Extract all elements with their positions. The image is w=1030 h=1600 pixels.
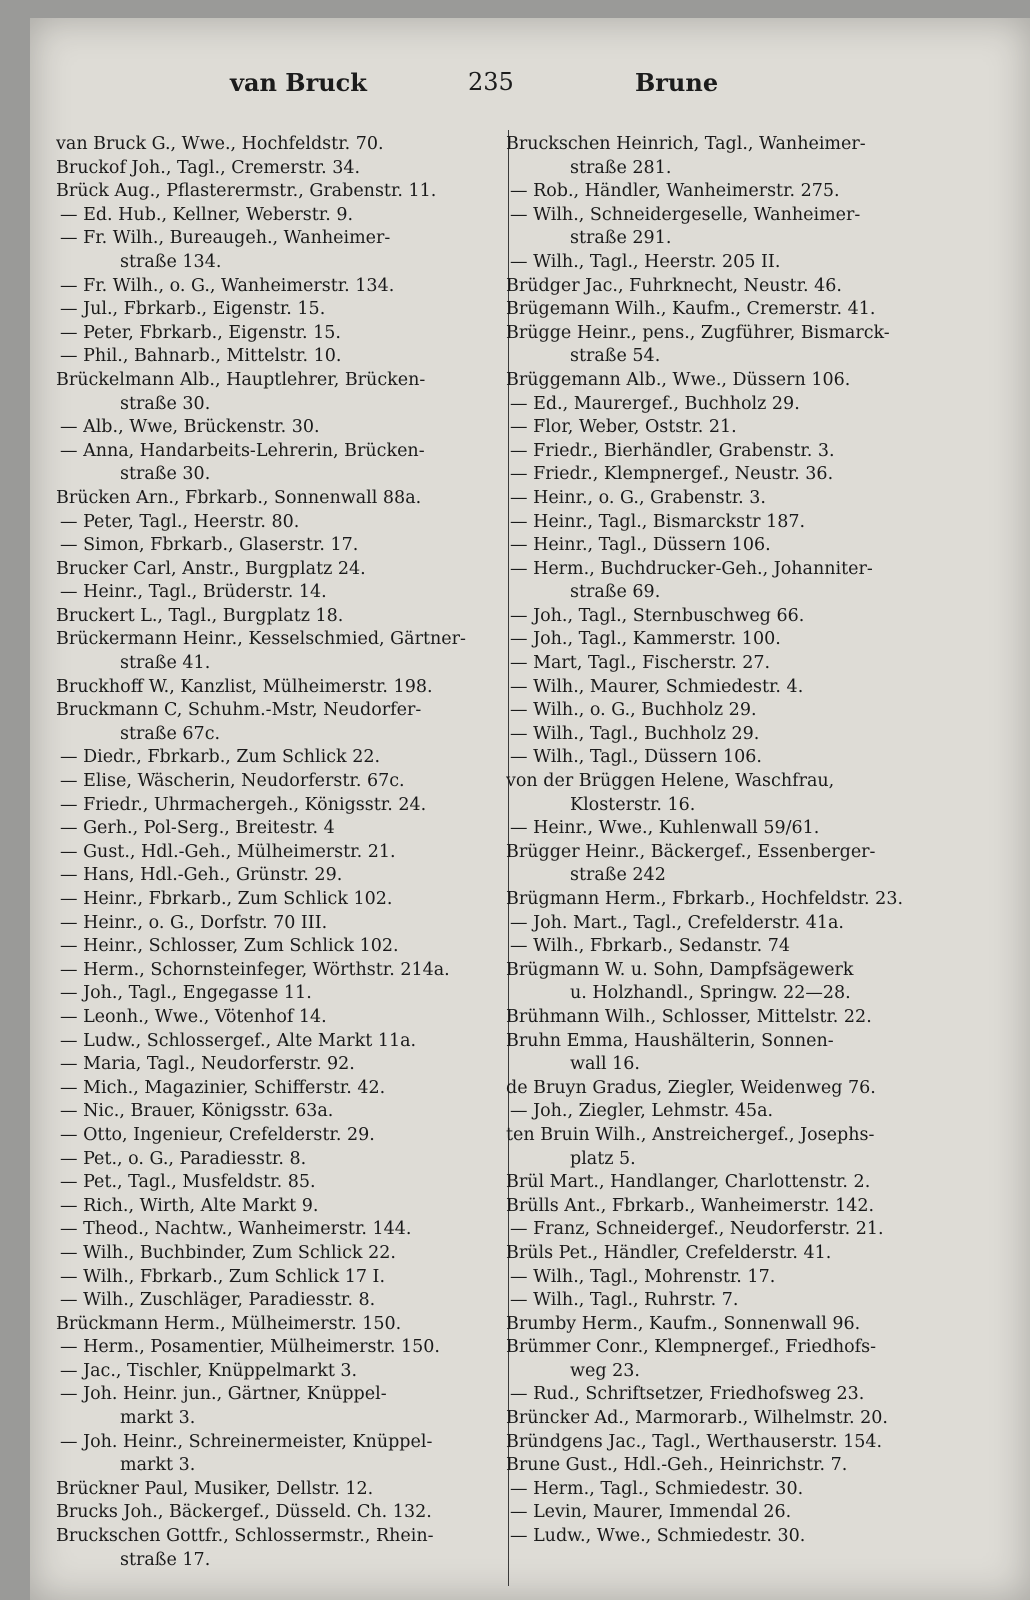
directory-entry-line: — Ed. Hub., Kellner, Weberstr. 9. [60, 204, 354, 225]
directory-page [30, 18, 1030, 1600]
directory-entry-line: — Wilh., Zuschläger, Paradiesstr. 8. [60, 1290, 376, 1311]
directory-entry-line: Brüncker Ad., Marmorarb., Wilhelmstr. 20. [506, 1408, 888, 1429]
directory-entry-line: Brügger Heinr., Bäckergef., Essenberger- [506, 841, 876, 862]
directory-entry-line: — Rob., Händler, Wanheimerstr. 275. [510, 181, 840, 202]
directory-entry-line: Bruckhoff W., Kanzlist, Mülheimerstr. 198. [56, 676, 433, 697]
directory-entry-line: markt 3. [120, 1408, 196, 1429]
directory-entry-line: straße 30. [120, 393, 211, 414]
directory-entry-line: — Ludw., Schlossergef., Alte Markt 11a. [60, 1030, 417, 1051]
directory-entry-line: Brücken Arn., Fbrkarb., Sonnenwall 88a. [56, 487, 422, 508]
directory-entry-line: Bruhn Emma, Haushälterin, Sonnen- [506, 1030, 834, 1051]
directory-entry-line: Brülls Ant., Fbrkarb., Wanheimerstr. 142. [506, 1195, 875, 1216]
directory-entry-line: straße 134. [120, 251, 222, 272]
directory-entry-line: straße 30. [120, 464, 211, 485]
directory-entry-line: — Hans, Hdl.-Geh., Grünstr. 29. [60, 865, 343, 886]
directory-entry-line: Brügmann W. u. Sohn, Dampfsägewerk [506, 959, 854, 980]
directory-entry-line: straße 17. [120, 1549, 211, 1570]
directory-entry-line: — Wilh., Fbrkarb., Sedanstr. 74 [510, 936, 790, 957]
directory-entry-line: Brück Aug., Pflasterermstr., Grabenstr. 11. [56, 181, 437, 202]
directory-entry-line: — Joh., Tagl., Kammerstr. 100. [510, 629, 781, 650]
directory-entry-line: — Peter, Tagl., Heerstr. 80. [60, 511, 300, 532]
directory-entry-line: — Wilh., Fbrkarb., Zum Schlick 17 I. [60, 1266, 386, 1287]
directory-entry-line: — Heinr., Fbrkarb., Zum Schlick 102. [60, 889, 393, 909]
directory-entry-line: — Friedr., Klempnergef., Neustr. 36. [510, 464, 834, 485]
left-column [56, 133, 504, 1572]
directory-entry-line: — Mich., Magazinier, Schifferstr. 42. [60, 1077, 386, 1098]
directory-entry-line: straße 69. [570, 582, 661, 603]
directory-entry-line: — Ed., Maurergef., Buchholz 29. [510, 393, 800, 414]
directory-entry-line: de Bruyn Gradus, Ziegler, Weidenweg 76. [506, 1077, 876, 1098]
directory-entry-line: — Heinr., o. G., Grabenstr. 3. [510, 487, 766, 508]
directory-entry-line: — Simon, Fbrkarb., Glaserstr. 17. [60, 535, 359, 556]
directory-entry-line: Brückermann Heinr., Kesselschmied, Gärtner- [56, 629, 466, 650]
directory-entry-line: — Wilh., Maurer, Schmiedestr. 4. [510, 676, 804, 697]
directory-entry-line: — Gerh., Pol-Serg., Breitestr. 4 [60, 818, 335, 839]
directory-entry-line: — Wilh., Tagl., Düssern 106. [510, 747, 762, 768]
directory-entry-line: straße 41. [120, 653, 211, 674]
directory-entry-line: platz 5. [570, 1148, 636, 1169]
directory-entry-line: Brumby Herm., Kaufm., Sonnenwall 96. [506, 1313, 861, 1334]
directory-entry-line: — Flor, Weber, Oststr. 21. [510, 417, 737, 438]
right-column [506, 133, 1006, 1549]
directory-entry-line: — Wilh., Schneidergeselle, Wanheimer- [510, 204, 861, 225]
directory-entry-line: Bruckmann C, Schuhm.-Mstr, Neudorfer- [56, 700, 422, 721]
header-left-catchword: van Bruck [230, 68, 367, 97]
directory-entry-line: markt 3. [120, 1455, 196, 1476]
directory-entry-line: — Friedr., Uhrmachergeh., Königsstr. 24. [60, 794, 427, 815]
directory-entry-line: — Herm., Schornsteinfeger, Wörthstr. 214a. [60, 959, 450, 980]
directory-entry-line: — Anna, Handarbeits-Lehrerin, Brücken- [60, 440, 425, 461]
directory-entry-line: — Joh. Mart., Tagl., Crefelderstr. 41a. [510, 912, 844, 933]
directory-entry-line: Brückner Paul, Musiker, Dellstr. 12. [56, 1478, 374, 1499]
directory-entry-line: u. Holzhandl., Springw. 22—28. [570, 983, 851, 1004]
directory-entry-line: Brune Gust., Hdl.-Geh., Heinrichstr. 7. [506, 1455, 848, 1476]
directory-entry-line: — Wilh., Buchbinder, Zum Schlick 22. [60, 1242, 396, 1263]
directory-entry-line: — Rich., Wirth, Alte Markt 9. [60, 1195, 319, 1216]
directory-entry-line: straße 54. [570, 346, 661, 367]
directory-entry-line: Bruckert L., Tagl., Burgplatz 18. [56, 605, 344, 626]
directory-entry-line: Brül Mart., Handlanger, Charlottenstr. 2. [506, 1172, 871, 1193]
directory-entry-line: Brückmann Herm., Mülheimerstr. 150. [56, 1313, 402, 1334]
directory-entry-line: Brügemann Wilh., Kaufm., Cremerstr. 41. [506, 299, 876, 320]
directory-entry-line: — Herm., Buchdrucker-Geh., Johanniter- [510, 558, 873, 579]
directory-entry-line: von der Brüggen Helene, Waschfrau, [506, 771, 835, 792]
directory-entry-line: straße 242 [570, 865, 666, 886]
directory-entry-line: wall 16. [570, 1054, 640, 1075]
directory-entry-line: Brucks Joh., Bäckergef., Düsseld. Ch. 132. [56, 1502, 432, 1523]
directory-entry-line: Brühmann Wilh., Schlosser, Mittelstr. 22. [506, 1006, 872, 1027]
directory-entry-line: Brümmer Conr., Klempnergef., Friedhofs- [506, 1337, 877, 1358]
directory-entry-line: weg 23. [570, 1360, 640, 1381]
directory-entry-line: — Phil., Bahnarb., Mittelstr. 10. [60, 346, 342, 367]
directory-entry-line: — Heinr., Tagl., Düssern 106. [510, 535, 771, 556]
directory-entry-line: — Heinr., Tagl., Bismarckstr 187. [510, 511, 806, 532]
directory-entry-line: — Heinr., Wwe., Kuhlenwall 59/61. [510, 818, 820, 839]
directory-entry-line: Brüggemann Alb., Wwe., Düssern 106. [506, 369, 851, 390]
directory-entry-line: — Mart, Tagl., Fischerstr. 27. [510, 653, 771, 674]
directory-entry-line: — Joh., Tagl., Engegasse 11. [60, 983, 312, 1004]
directory-entry-line: — Joh. Heinr. jun., Gärtner, Knüppel- [60, 1384, 387, 1405]
directory-entry-line: — Joh., Tagl., Sternbuschweg 66. [510, 605, 805, 626]
directory-entry-line: — Gust., Hdl.-Geh., Mülheimerstr. 21. [60, 841, 396, 862]
directory-entry-line: — Pet., Tagl., Musfeldstr. 85. [60, 1172, 316, 1193]
directory-entry-line: — Maria, Tagl., Neudorferstr. 92. [60, 1054, 355, 1075]
directory-entry-line: straße 291. [570, 228, 672, 249]
directory-entry-line: — Jac., Tischler, Knüppelmarkt 3. [60, 1360, 358, 1381]
directory-entry-line: Klosterstr. 16. [570, 794, 696, 815]
directory-entry-line: Bruckschen Heinrich, Tagl., Wanheimer- [506, 134, 866, 154]
directory-entry-line: — Heinr., Tagl., Brüderstr. 14. [60, 582, 327, 603]
directory-entry-line: — Ludw., Wwe., Schmiedestr. 30. [510, 1526, 806, 1547]
page-number: 235 [468, 68, 514, 96]
directory-entry-line: — Rud., Schriftsetzer, Friedhofsweg 23. [510, 1384, 865, 1405]
directory-entry-line: — Franz, Schneidergef., Neudorferstr. 21. [510, 1219, 884, 1240]
directory-entry-line: — Diedr., Fbrkarb., Zum Schlick 22. [60, 747, 381, 768]
directory-entry-line: — Elise, Wäscherin, Neudorferstr. 67c. [60, 771, 405, 792]
directory-entry-line: — Theod., Nachtw., Wanheimerstr. 144. [60, 1219, 412, 1240]
directory-entry-line: — Fr. Wilh., Bureaugeh., Wanheimer- [60, 228, 391, 249]
directory-entry-line: — Joh., Ziegler, Lehmstr. 45a. [510, 1101, 774, 1122]
directory-entry-line: — Wilh., Tagl., Buchholz 29. [510, 723, 760, 744]
directory-entry-line: Brügge Heinr., pens., Zugführer, Bismarck- [506, 322, 890, 343]
header-right-catchword: Brune [635, 68, 719, 97]
directory-entry-line: — Joh. Heinr., Schreinermeister, Knüppel- [60, 1431, 433, 1452]
directory-entry-line: straße 67c. [120, 723, 221, 744]
directory-entry-line: — Wilh., Tagl., Mohrenstr. 17. [510, 1266, 776, 1287]
directory-entry-line: — Alb., Wwe, Brückenstr. 30. [60, 417, 320, 438]
directory-entry-line: — Pet., o. G., Paradiesstr. 8. [60, 1148, 307, 1169]
directory-entry-line: — Leonh., Wwe., Vötenhof 14. [60, 1006, 327, 1027]
directory-entry-line: — Heinr., o. G., Dorfstr. 70 III. [60, 912, 328, 933]
directory-entry-line: — Heinr., Schlosser, Zum Schlick 102. [60, 936, 399, 957]
directory-entry-line: Bruckof Joh., Tagl., Cremerstr. 34. [56, 157, 361, 178]
directory-entry-line: — Friedr., Bierhändler, Grabenstr. 3. [510, 440, 835, 461]
directory-entry-line: van Bruck G., Wwe., Hochfeldstr. 70. [56, 134, 384, 154]
page-header [30, 68, 1030, 104]
directory-entry-line: Bründgens Jac., Tagl., Werthauserstr. 154. [506, 1431, 883, 1452]
directory-entry-line: — Wilh., Tagl., Ruhrstr. 7. [510, 1290, 739, 1311]
directory-entry-line: Brüls Pet., Händler, Crefelderstr. 41. [506, 1242, 832, 1263]
directory-entry-line: Bruckschen Gottfr., Schlossermstr., Rhein- [56, 1526, 434, 1547]
directory-entry-line: — Herm., Tagl., Schmiedestr. 30. [510, 1478, 804, 1499]
directory-entry-line: — Levin, Maurer, Immendal 26. [510, 1502, 792, 1523]
directory-entry-line: — Nic., Brauer, Königsstr. 63a. [60, 1101, 334, 1122]
directory-entry-line: ten Bruin Wilh., Anstreichergef., Josephs- [506, 1124, 875, 1145]
directory-entry-line: straße 281. [570, 157, 672, 178]
directory-entry-line: Brügmann Herm., Fbrkarb., Hochfeldstr. 23. [506, 889, 904, 909]
directory-entry-line: Brückelmann Alb., Hauptlehrer, Brücken- [56, 369, 426, 390]
directory-entry-line: — Jul., Fbrkarb., Eigenstr. 15. [60, 299, 326, 320]
directory-entry-line: — Wilh., o. G., Buchholz 29. [510, 700, 757, 721]
directory-entry-line: Brüdger Jac., Fuhrknecht, Neustr. 46. [506, 275, 842, 296]
directory-entry-line: — Peter, Fbrkarb., Eigenstr. 15. [60, 322, 341, 343]
directory-entry-line: Brucker Carl, Anstr., Burgplatz 24. [56, 558, 366, 579]
directory-entry-line: — Otto, Ingenieur, Crefelderstr. 29. [60, 1124, 375, 1145]
directory-entry-line: — Wilh., Tagl., Heerstr. 205 II. [510, 251, 781, 272]
directory-entry-line: — Fr. Wilh., o. G., Wanheimerstr. 134. [60, 275, 395, 296]
directory-entry-line: — Herm., Posamentier, Mülheimerstr. 150. [60, 1337, 440, 1358]
